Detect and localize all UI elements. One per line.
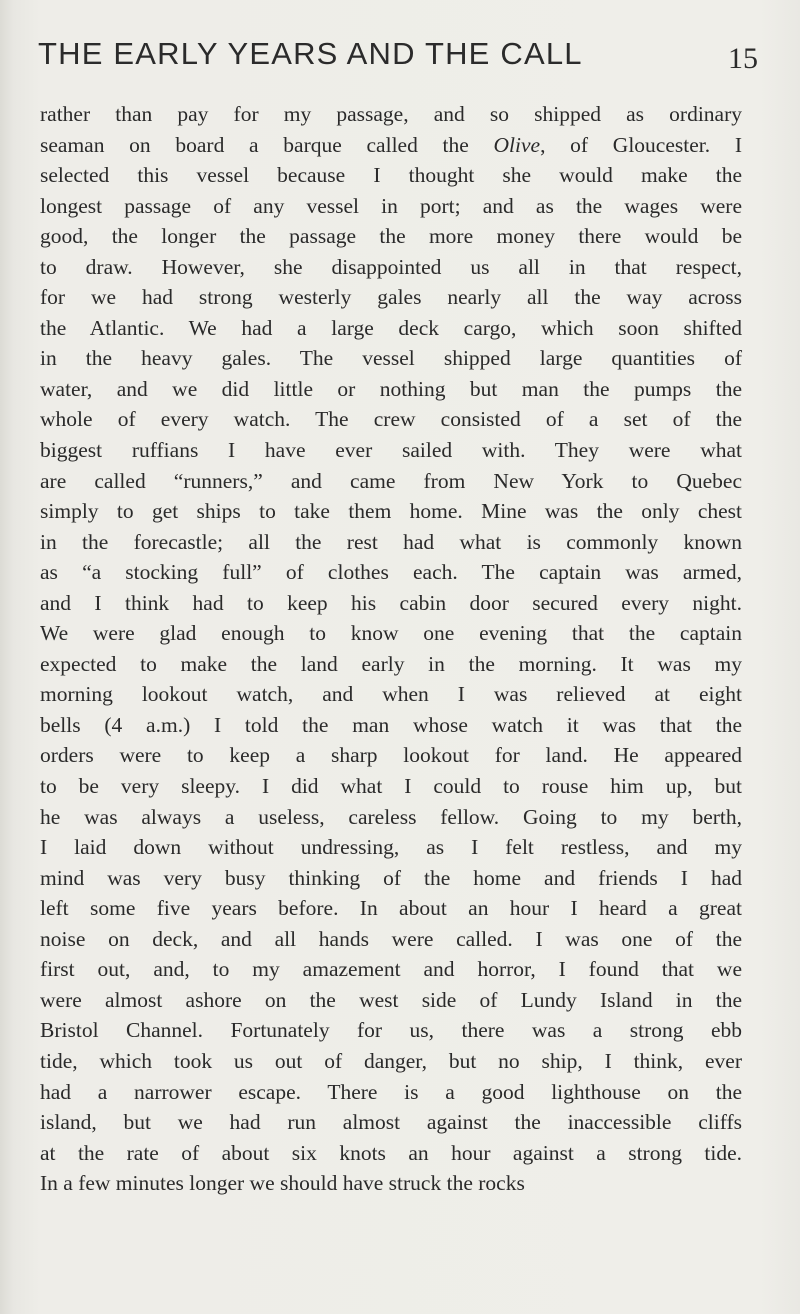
text-line: mind was very busy thinking of the home and friends I had <box>40 865 742 890</box>
text-line: left some five years before. In about an hour I heard a great <box>40 896 742 921</box>
text-line: bells (4 a.m.) I told the man whose watch it was that the <box>40 712 742 737</box>
text-line: morning lookout watch, and when I was relieved at eight <box>40 682 742 707</box>
text-line: biggest ruffians I have ever sailed with. They were what <box>40 438 742 463</box>
text-line: first out, and, to my amazement and horror, I found that we <box>40 957 742 982</box>
text-line: are called “runners,” and came from New York to Quebec <box>40 468 742 493</box>
text-line: as “a stocking full” of clothes each. The captain was armed, <box>40 560 742 585</box>
page-header <box>38 36 758 80</box>
text-line: orders were to keep a sharp lookout for land. He appeared <box>40 743 742 768</box>
text-line: rather than pay for my passage, and so shipped as ordinary <box>40 102 742 126</box>
text-line: had a narrower escape. There is a good lighthouse on the <box>40 1079 742 1104</box>
text-line: longest passage of any vessel in port; and as the wages were <box>40 193 742 218</box>
text-line: whole of every watch. The crew consisted of a set of the <box>40 407 742 432</box>
running-head: THE EARLY YEARS AND THE CALL <box>38 36 583 71</box>
text-line: at the rate of about six knots an hour against a strong tide. <box>40 1140 742 1165</box>
text-line: seaman on board a barque called the Olive, of Gloucester. I <box>40 132 742 157</box>
text-line: island, but we had run almost against the inaccessible cliffs <box>40 1110 742 1135</box>
text-line: selected this vessel because I thought she would make the <box>40 163 742 188</box>
body-text <box>40 99 742 1199</box>
text-line: noise on deck, and all hands were called. I was one of the <box>40 926 742 951</box>
text-line: We were glad enough to know one evening that the captain <box>40 621 742 646</box>
text-line: to draw. However, she disappointed us all in that respect, <box>40 254 742 279</box>
text-line: for we had strong westerly gales nearly all the way across <box>40 285 742 310</box>
text-line: the Atlantic. We had a large deck cargo, which soon shifted <box>40 315 742 340</box>
text-line: expected to make the land early in the morning. It was my <box>40 651 742 676</box>
text-line: In a few minutes longer we should have struck the rocks <box>40 1171 525 1196</box>
text-line: in the forecastle; all the rest had what is commonly known <box>40 529 742 554</box>
text-line: and I think had to keep his cabin door secured every night. <box>40 590 742 615</box>
page-number: 15 <box>728 42 758 75</box>
text-line: good, the longer the passage the more money there would be <box>40 224 742 249</box>
text-line: he was always a useless, careless fellow. Going to my berth, <box>40 804 742 829</box>
ship-name: Olive <box>493 132 541 157</box>
text-line: Bristol Channel. Fortunately for us, there was a strong ebb <box>40 1018 742 1043</box>
text-line: to be very sleepy. I did what I could to rouse him up, but <box>40 774 742 799</box>
text-line: tide, which took us out of danger, but no ship, I think, ever <box>40 1048 742 1073</box>
text-line: in the heavy gales. The vessel shipped large quantities of <box>40 346 742 371</box>
text-line: water, and we did little or nothing but man the pumps the <box>40 376 742 401</box>
text-line: were almost ashore on the west side of Lundy Island in the <box>40 987 742 1012</box>
text-line: I laid down without undressing, as I felt restless, and my <box>40 835 742 860</box>
text-line: simply to get ships to take them home. Mine was the only chest <box>40 499 742 524</box>
